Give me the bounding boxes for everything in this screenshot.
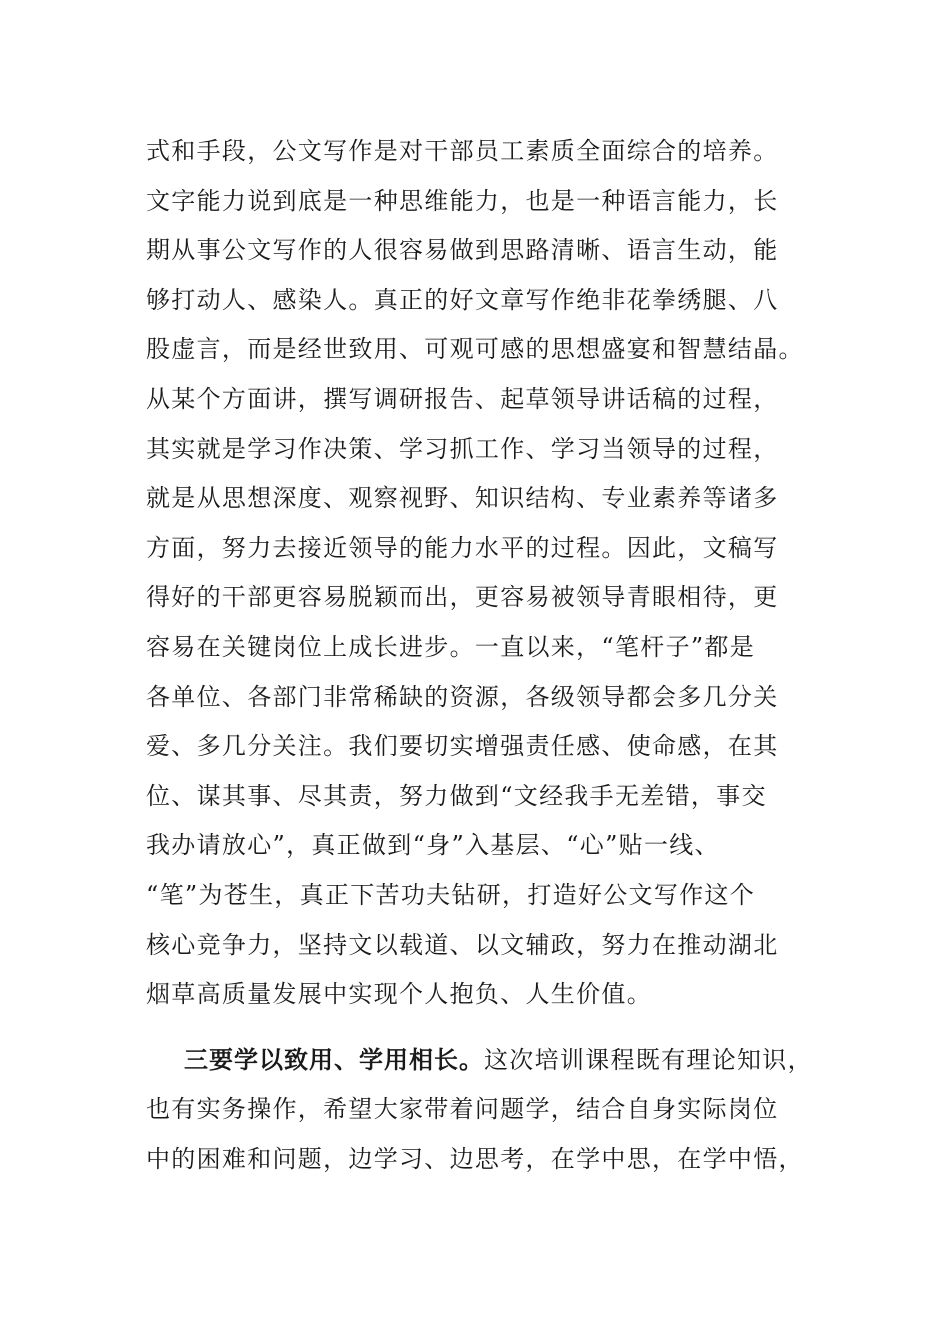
body-line: 中的困难和问题，边学习、边思考，在学中思，在学中悟，: [146, 1144, 804, 1173]
body-line: 位、谋其事、尽其责，努力做到“文经我手无差错，事交: [146, 781, 767, 810]
body-line: 文字能力说到底是一种思维能力，也是一种语言能力，长: [146, 186, 779, 215]
section-heading-rest: 这次培训课程既有理论知识，: [484, 1045, 813, 1074]
section-heading: 三要学以致用、学用相长。: [184, 1045, 484, 1074]
body-line: 烟草高质量发展中实现个人抱负、人生价值。: [146, 980, 652, 1009]
body-line: 方面，努力去接近领导的能力水平的过程。因此，文稿写: [146, 533, 779, 562]
body-line: 其实就是学习作决策、学习抓工作、学习当领导的过程，: [146, 434, 779, 463]
body-line: 容易在关键岗位上成长进步。一直以来，“笔杆子”都是: [146, 632, 756, 661]
body-line: “笔”为苍生，真正下苦功夫钻研，打造好公文写作这个: [146, 880, 756, 909]
body-line: 也有实务操作，希望大家带着问题学，结合自身实际岗位: [146, 1095, 779, 1124]
document-body: [146, 127, 826, 1184]
body-line: 式和手段，公文写作是对干部员工素质全面综合的培养。: [146, 137, 779, 165]
body-line: 核心竞争力，坚持文以载道、以文辅政，努力在推动湖北: [146, 930, 779, 959]
body-line: 得好的干部更容易脱颖而出，更容易被领导青眼相待，更: [146, 583, 779, 612]
body-line: 够打动人、感染人。真正的好文章写作绝非花拳绣腿、八: [146, 285, 779, 314]
body-line: 股虚言，而是经世致用、可观可感的思想盛宴和智慧结晶。: [146, 335, 804, 364]
body-line: 从某个方面讲，撰写调研报告、起草领导讲话稿的过程，: [146, 384, 779, 413]
paragraph-gap: [146, 1020, 826, 1036]
section-heading-line: [146, 1036, 826, 1086]
body-line: 就是从思想深度、观察视野、知识结构、专业素养等诸多: [146, 484, 779, 513]
body-line: 期从事公文写作的人很容易做到思路清晰、语言生动，能: [146, 236, 779, 265]
body-line: 爱、多几分关注。我们要切实增强责任感、使命感，在其: [146, 732, 779, 761]
body-line: 各单位、各部门非常稀缺的资源，各级领导都会多几分关: [146, 682, 779, 711]
body-line: 我办请放心”，真正做到“身”入基层、“心”贴一线、: [146, 831, 720, 860]
